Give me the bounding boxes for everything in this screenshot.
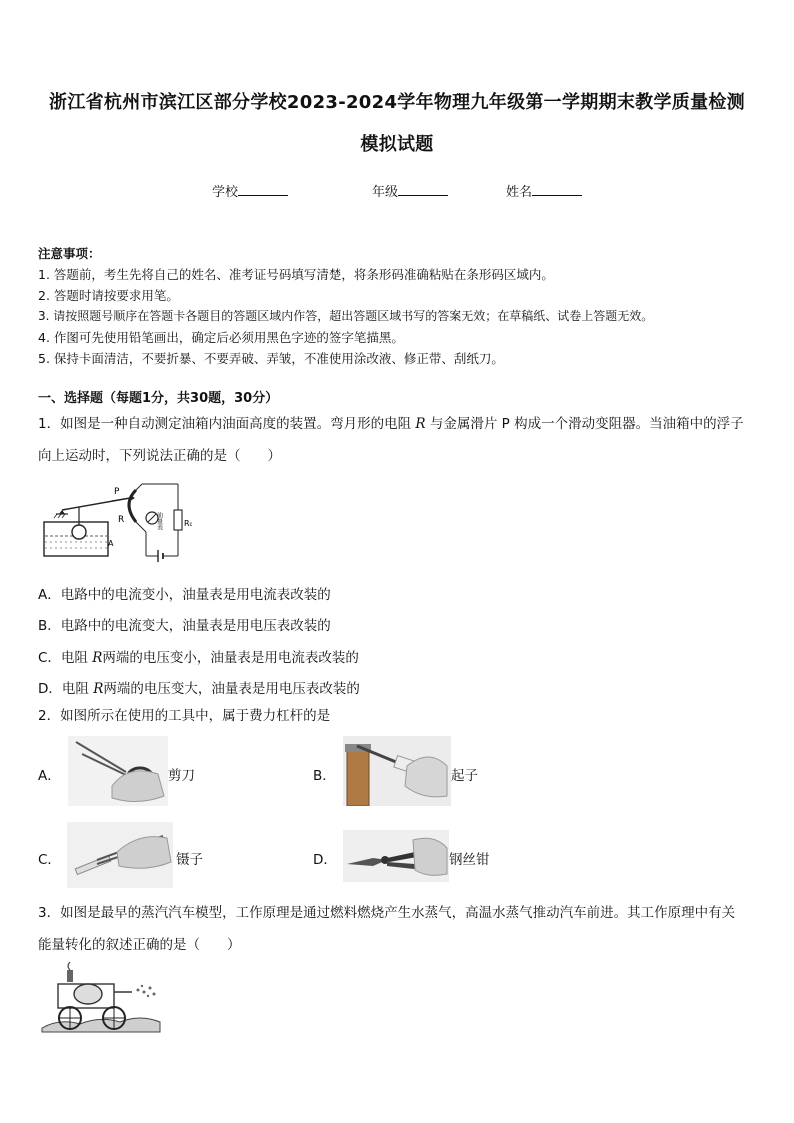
- steam-car-drawing: [40, 962, 162, 1034]
- q2-option-d-caption: 钢丝钳: [449, 852, 490, 868]
- question-3-stem: [38, 897, 760, 961]
- option-text: 电阻: [61, 681, 94, 697]
- option-text: 电路中的电流变大，油量表是用电压表改装的: [60, 618, 331, 634]
- pliers-photo-icon: [343, 830, 449, 882]
- question-2-stem: 2．如图所示在使用的工具中，属于费力杠杆的是: [38, 708, 331, 724]
- question-1-stem: [38, 408, 760, 472]
- option-letter: A．: [38, 587, 61, 603]
- option-text: 两端的电压变小，油量表是用电流表改装的: [102, 650, 359, 666]
- oil-tank-circuit-figure: [42, 480, 192, 562]
- notes-block: [38, 243, 653, 369]
- bottle-opener-photo-icon: [343, 736, 451, 806]
- label-p: P: [114, 487, 120, 497]
- q2-option-a-caption: 剪刀: [168, 768, 195, 784]
- option-letter: D．: [38, 681, 62, 697]
- q3-stem-line2: 能量转化的叙述正确的是（ ）: [38, 937, 241, 953]
- q2-option-a-letter[interactable]: A．: [38, 768, 61, 784]
- notes-heading: 注意事项：: [38, 246, 101, 261]
- page-title: 浙江省杭州市滨江区部分学校2023-2024学年物理九年级第一学期期末教学质量检测: [49, 92, 745, 113]
- note-item: 4. 作图可先使用铅笔画出，确定后必须用黑色字迹的签字笔描黑。: [38, 330, 404, 345]
- label-r0: R₀: [184, 519, 192, 528]
- q2-option-b-letter[interactable]: B．: [313, 768, 336, 784]
- q1-var-r: R: [415, 416, 426, 432]
- grade-label: 年级: [372, 185, 399, 200]
- note-item: 2. 答题时请按要求用笔。: [38, 288, 179, 303]
- option-var: R: [92, 650, 103, 666]
- q2-option-b-caption: 起子: [451, 768, 478, 784]
- tweezers-photo-icon: [67, 822, 173, 888]
- q2-option-d-letter[interactable]: D．: [313, 852, 337, 868]
- steam-car-figure: [40, 962, 162, 1034]
- note-item: 1. 答题前，考生先将自己的姓名、准考证号码填写清楚，将条形码准确粘贴在条形码区域内。: [38, 267, 554, 282]
- option-var: R: [93, 681, 104, 697]
- section-heading: 一、选择题（每题1分，共30题，30分）: [38, 391, 279, 406]
- grade-field: [372, 181, 448, 200]
- school-label: 学校: [212, 185, 239, 200]
- label-r: R: [118, 515, 125, 525]
- page-title-line2: 模拟试题: [360, 134, 434, 155]
- q1-option-c[interactable]: [38, 646, 359, 666]
- note-item: 3. 请按照题号顺序在答题卡各题目的答题区域内作答，超出答题区域书写的答案无效；在草稿纸、试卷上答题无效。: [38, 309, 654, 323]
- q1-option-d[interactable]: [38, 677, 360, 697]
- label-meter: 油量表: [155, 512, 163, 530]
- grade-blank: [398, 183, 448, 196]
- label-float: A: [108, 539, 114, 548]
- name-field: [506, 181, 582, 200]
- option-text: 两端的电压变大，油量表是用电压表改装的: [103, 681, 360, 697]
- q2-option-c-caption: 镊子: [176, 852, 203, 868]
- q2-option-c-letter[interactable]: C．: [38, 852, 61, 868]
- option-letter: B．: [38, 618, 61, 634]
- option-text: 电阻: [60, 650, 93, 666]
- q1-option-a[interactable]: [38, 583, 331, 603]
- scissors-photo-icon: [68, 736, 168, 806]
- name-label: 姓名: [506, 185, 533, 200]
- oil-tank-circuit-drawing: [42, 480, 192, 562]
- option-text: 电路中的电流变小，油量表是用电流表改装的: [60, 587, 331, 603]
- q1-stem-line2: 向上运动时，下列说法正确的是（ ）: [38, 448, 281, 464]
- note-item: 5. 保持卡面清洁，不要折暴、不要弄破、弄皱，不准使用涂改液、修正带、刮纸刀。: [38, 351, 504, 366]
- school-field: [212, 181, 288, 200]
- school-blank: [238, 183, 288, 196]
- q3-stem-line1: 3．如图是最早的蒸汽汽车模型，工作原理是通过燃料燃烧产生水蒸气，高温水蒸气推动汽车前进。其工作原理中有关: [38, 905, 736, 921]
- q1-option-b[interactable]: [38, 614, 331, 634]
- q1-stem-part: 与金属滑片 P 构成一个滑动变阻器。当油箱中的浮子: [425, 416, 744, 432]
- q1-stem-part: 1．如图是一种自动测定油箱内油面高度的装置。弯月形的电阻: [38, 416, 416, 432]
- name-blank: [532, 183, 582, 196]
- option-letter: C．: [38, 650, 61, 666]
